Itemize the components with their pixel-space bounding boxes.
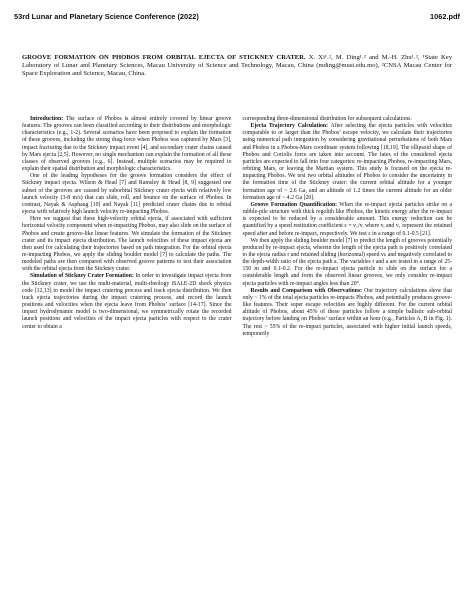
- paper-title: GROOVE FORMATION ON PHOBOS FROM ORBITAL EJECTA OF STICKNEY CRATER.: [22, 54, 306, 61]
- paragraph-text: In order to investigate impact ejecta from the Stickney crater, we use the multi-material, multi-rheology iSALE-2D shock physics code [12,13] to model the impact cratering process and track ejecta distribution. We then track ejecta trajectories during the impact cratering process, and record the launch positions and velocities when the ejecta leave from Phobos’ surface [14-17]. Since the impact hydrodynamic model is two-dimensional, we symmetrically rotate the recorded launch positions and velocities of the impact ejecta particles with respect to the crater center to obtain a: [22, 273, 232, 330]
- paragraph: [243, 288, 453, 338]
- paragraph: Here we suggest that these high-velocity orbital ejecta, if associated with sufficient horizontal velocity component when re-impacting Phobos, may also slide on the surface of Phobos and create groove-like linear features. We simulate the formation of the Stickney crater and its impact ejecta distribution. The launch velocities of these impact ejecta are then used for calculating their trajectories based on path integration. For the orbital ejecta re-impacting Phobos, we apply the sliding boulder model [7] to calculate the paths. The modeled paths are then compared with observed groove patterns to test their association with the orbital ejecta from the Stickney crater.: [22, 216, 232, 273]
- authors-affiliations: X. Xi¹˒², M. Ding¹˒² and M.-H. Zhu¹˒², ¹State Key Laboratory of Lunar and Planetary Sciences, Macau University of Science and Technology, Macau, China (mding@must.edu.mo), ²CNSA Macau Center for Space Exploration and Science, Macau, China.: [22, 54, 452, 78]
- section-heading-results: Results and Comparison with Observations:: [250, 287, 363, 294]
- title-block: [22, 54, 452, 98]
- section-heading-trajectory: Ejecta Trajectory Calculation:: [250, 123, 329, 130]
- paragraph-text: When the re-impact ejecta particles strike on a rubble-pile structure with thick regolith like Phobos, the kinetic energy after the re-impact is expected to be reduced by a considerable amount. This energy reduction can be quantified by a speed restitution coefficient ε = v₁/vᵢ where vᵢ and v₁ represent the retained speed after and before re-impact, respectively. We test ε in a range of 0.1-0.5 [21].: [242, 201, 452, 237]
- right-column: [243, 116, 453, 338]
- paragraph-text: After selecting the ejecta particles with velocities comparable to or larger than the Phobos’ escape velocity, we calculate their trajectories using numerical path integration by considering gravitational perturbations of both Mars and Phobos in a Phobos-Mars coordinate system following [18,19]. The ellipsoid shape of Phobos and Coriolis force are taken into account. The fates of the considered ejecta particles are expected to fall into four categories: re-impacting Phobos, re-impacting Mars, orbiting Mars, or leaving the Martian system. This study is focused on the ejecta re-impacting Phobos. We test two orbital altitudes of Phobos to consider the uncertainty in the formation time of the Stickney crater: the current orbital altitude for a younger formation age of ~ 2.6 Ga, and an altitude of 1.2 times the current altitude for an older formation age of ~ 4.2 Ga [20].: [242, 123, 452, 201]
- conference-name: 53rd Lunar and Planetary Science Conference (2022): [14, 12, 199, 21]
- section-heading-groove: Groove Formation Quantification:: [250, 201, 338, 208]
- paragraph: We then apply the sliding boulder model [7] to predict the length of grooves potentially produced by re-impact ejecta, wherein the length of the ejecta path is positively correlated to the ejecta radius r and retained sliding (horizontal) speed vₕ and negatively correlated to the depth-width ratio of the ejecta path a. The variables r and a are tested in a range of 25-150 m and 0.1-0.2. For the re-impact ejecta particle to slide on the surface for a considerable length and form the observed linear grooves, we only consider re-impact ejecta particles with re-impact angles less than 20°.: [242, 237, 452, 287]
- paragraph: One of the leading hypotheses for the groove formation considers the effect of Stickney impact ejecta. Wilson & Head [7] and Ramsley & Head [8, 9] suggested one subset of the grooves are caused by suborbital Stickney crater ejecta with relatively low launch velocity (3-8 m/s) that can slide, roll, and bounce on the surface of Phobos. In contrast, Nayak & Asphaug [10] and Nayak [11] predicted crater chains due to orbital ejecta with relatively high launch velocity re-impacting Phobos.: [22, 173, 232, 216]
- body-columns: [14, 116, 460, 338]
- paragraph: [22, 116, 232, 173]
- paragraph: [22, 273, 232, 330]
- paper-id: 1062.pdf: [430, 12, 460, 21]
- left-column: [22, 116, 232, 338]
- paragraph-text: Our trajectory calculations show that only ~ 1% of the total ejecta particles re-impacts Phobos, and potentially produces groove-like features. Their super escape velocities are highly different. For the current orbital altitude of Phobos, about 45% of these particles follow a simple ballistic sub-orbital trajectory before landing on Phobos’ surface within an hour (e.g., Particles A, B in Fig. 1). The rest ~ 55% of the re-impact particles, associated with higher initial launch speeds, temporarily: [242, 287, 453, 337]
- paragraph-text: The surface of Phobos is almost entirely covered by linear groove features. The grooves can been classified according to their distributions and morphologic characteristics (e.g., 1-2). Several scenarios have been proposed to explain the formation of these grooves, including the strong drag force when Phobos was captured by Mars [3], impact fracturing due to the Stickney impact event [4], and secondary crater chains caused by Mars ejecta [2,5]. However, no single mechanism can explain the formation of all these classes of observed grooves [e.g., 6]. Instead, multiple scenarios may be required to explain their spatial distribution and morphologic characteristics.: [22, 116, 232, 173]
- paragraph: [243, 202, 453, 238]
- paragraph: corresponding three-dimensional distribution for subsequent calculations.: [242, 116, 412, 122]
- running-header: [14, 12, 460, 24]
- section-heading-introduction: Introduction:: [30, 116, 64, 122]
- section-heading-simulation: Simulation of Stickney Crater Formation:: [30, 273, 134, 280]
- paragraph: [243, 123, 453, 202]
